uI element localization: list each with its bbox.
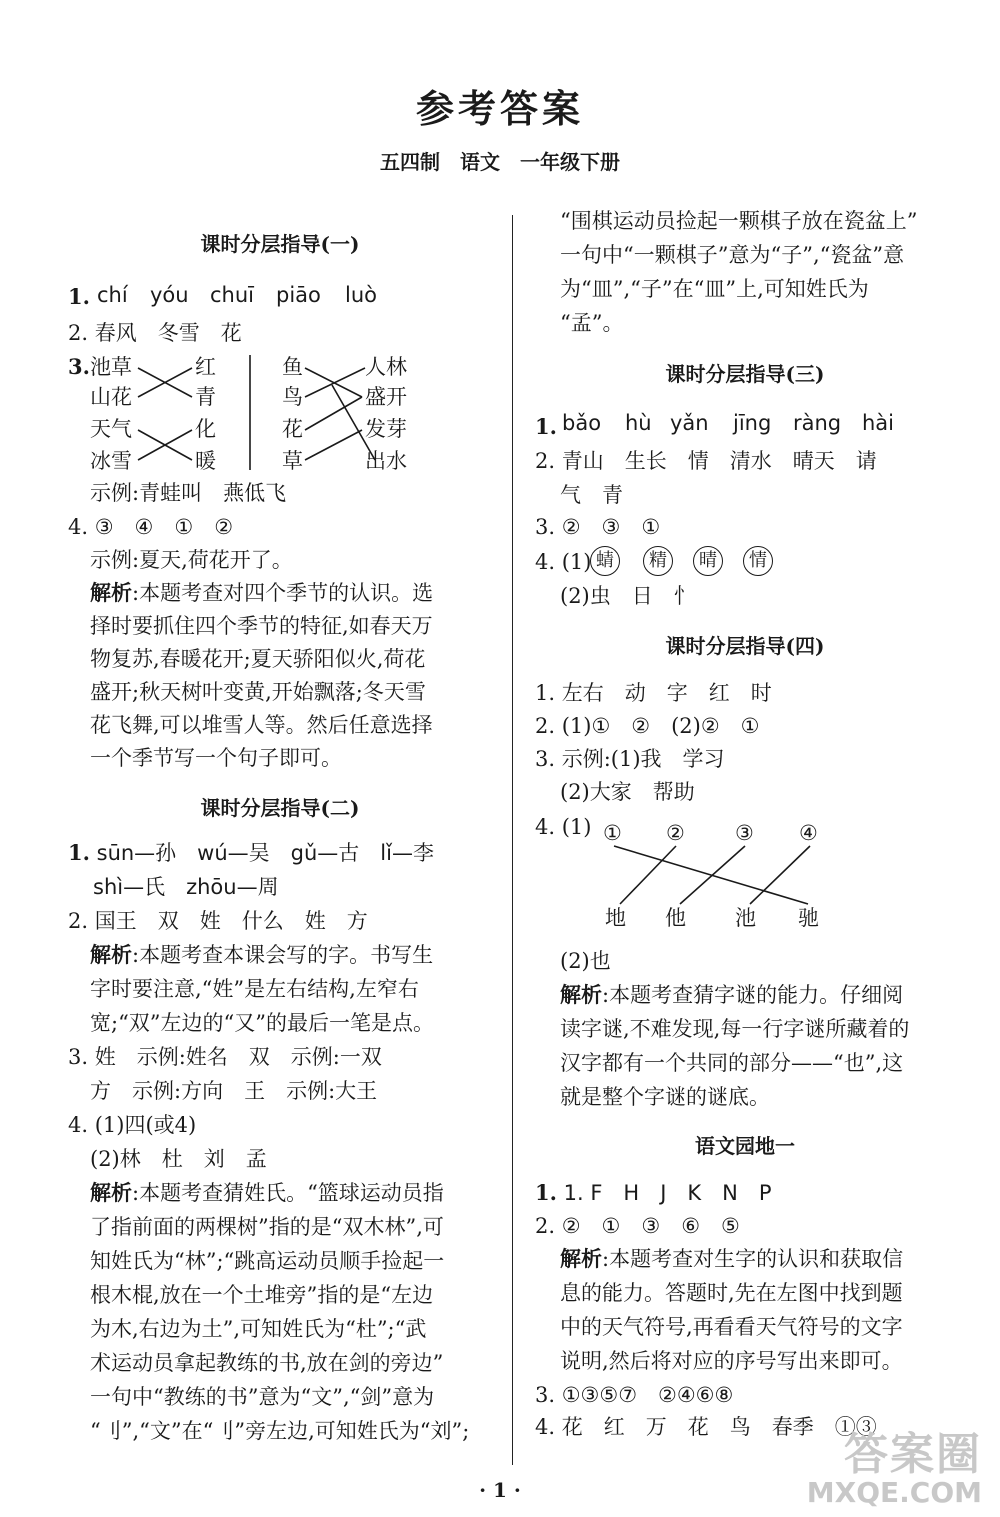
page-title: 参考答案 — [415, 86, 584, 131]
answer-line: 1. F H J K N P — [563, 1181, 772, 1205]
analysis-label: 解析 — [560, 982, 602, 1007]
analysis-text: :本题考查本课会写的字。书写生 — [132, 943, 434, 967]
pinyin-item: bǎo — [562, 411, 602, 435]
match-character: 池 — [735, 906, 756, 930]
pinyin-answer: sūn—孙 wú—吴 gǔ—古 lǐ—李 — [96, 841, 434, 865]
pinyin-item: chuī — [210, 283, 254, 307]
answer-line: 3. ①③⑤⑦ ②④⑥⑧ — [535, 1383, 734, 1407]
match-number: ④ — [799, 821, 818, 845]
analysis-text: 盛开;秋天树叶变黄,开始飘落;冬天雪 — [90, 680, 426, 704]
analysis-text: 中的天气符号,再看看天气符号的文字 — [560, 1315, 903, 1339]
answer-line: 示例:青蛙叫 燕低飞 — [90, 481, 287, 505]
pinyin-item: hù — [625, 411, 652, 435]
match-word: 青 — [195, 385, 216, 409]
section-heading: 课时分层指导(三) — [665, 362, 825, 386]
circled-character: 蜻 — [590, 546, 620, 576]
question-number: 1. — [535, 414, 557, 439]
match-word: 山花 — [90, 385, 132, 409]
answer-line: 气 青 — [560, 483, 623, 507]
answer-line: 示例:夏天,荷花开了。 — [90, 548, 293, 572]
page-subtitle: 五四制 语文 一年级下册 — [380, 150, 620, 174]
match-word: 鱼 — [282, 355, 303, 379]
pinyin-answer: shì—氏 zhōu—周 — [93, 875, 279, 899]
pinyin-item: luò — [345, 283, 377, 307]
match-character: 驰 — [798, 906, 819, 930]
analysis-label: 解析 — [90, 1180, 132, 1205]
analysis-label: 解析 — [90, 942, 132, 967]
analysis-text: “孟”。 — [560, 311, 624, 335]
match-word: 发芽 — [365, 417, 407, 441]
answer-line: 2. (1)① ② (2)② ① — [535, 714, 760, 738]
answer-line: 2. 春风 冬雪 花 — [68, 321, 242, 345]
analysis-label: 解析 — [90, 580, 132, 605]
answer-line: 4. (1) — [535, 815, 592, 839]
answer-line: (2)虫 日 忄 — [560, 584, 695, 608]
pinyin-item: chí — [97, 283, 128, 307]
analysis-text: :本题考查猜姓氏。“篮球运动员指 — [132, 1181, 444, 1205]
analysis-text: 一句中“教练的书”意为“文”,“剑”意为 — [90, 1385, 435, 1409]
answer-line: (2)林 杜 刘 孟 — [90, 1147, 267, 1171]
answer-line: 3. 示例:(1)我 学习 — [535, 747, 725, 771]
analysis-text: :本题考查对生字的认识和获取信 — [602, 1247, 904, 1271]
answer-line: 3. ② ③ ① — [535, 515, 661, 539]
match-word: 人林 — [365, 355, 407, 379]
answer-line: 4. ③ ④ ① ② — [68, 515, 234, 539]
analysis-text: 读字谜,不难发现,每一行字谜所藏着的 — [560, 1017, 910, 1041]
analysis-text: “刂”,“文”在“刂”旁左边,可知姓氏为“刘”; — [90, 1419, 470, 1443]
analysis-text: 物复苏,春暖花开;夏天骄阳似火,荷花 — [90, 647, 426, 671]
analysis-label: 解析 — [560, 1246, 602, 1271]
match-number: ③ — [735, 821, 754, 845]
analysis-text: 息的能力。答题时,先在左图中找到题 — [560, 1281, 903, 1305]
analysis-text: 汉字都有一个共同的部分——“也”,这 — [560, 1051, 904, 1075]
analysis-text: 了指前面的两棵树”指的是“双木林”,可 — [90, 1215, 444, 1239]
analysis-text: 一个季节写一个句子即可。 — [90, 746, 342, 770]
answer-line: 4. (1)四(或4) — [68, 1113, 197, 1137]
section-heading: 课时分层指导(二) — [200, 796, 360, 820]
match-word: 盛开 — [365, 385, 407, 409]
section-heading: 课时分层指导(一) — [200, 232, 360, 256]
answer-line: 2. 国王 双 姓 什么 姓 方 — [68, 909, 368, 933]
match-word: 天气 — [90, 417, 132, 441]
analysis-text: 为木,右边为土”,可知姓氏为“杜”;“武 — [90, 1317, 427, 1341]
pinyin-item: piāo — [276, 283, 321, 307]
answer-line: 2. ② ① ③ ⑥ ⑤ — [535, 1214, 740, 1238]
analysis-text: 花飞舞,可以堆雪人等。然后任意选择 — [90, 713, 433, 737]
answer-line: 4. 花 红 万 花 鸟 春季 ①③ — [535, 1415, 877, 1439]
analysis-text: 一句中“一颗棋子”意为“子”,“瓷盆”意 — [560, 243, 905, 267]
watermark-logo-text: 答案圈 — [844, 1429, 982, 1480]
section-heading: 语文园地一 — [695, 1134, 795, 1158]
analysis-text: “围棋运动员捡起一颗棋子放在瓷盆上” — [560, 209, 918, 233]
pinyin-item: ràng — [793, 411, 842, 435]
question-number: 1. — [68, 284, 90, 309]
circled-character: 晴 — [693, 546, 723, 576]
match-number: ① — [603, 821, 622, 845]
match-word: 化 — [195, 417, 216, 441]
pinyin-item: hài — [862, 411, 895, 435]
analysis-text: 根木棍,放在一个土堆旁”指的是“左边 — [90, 1283, 434, 1307]
page-number: · 1 · — [479, 1478, 521, 1502]
match-word: 出水 — [365, 449, 407, 473]
circled-character: 情 — [743, 546, 773, 576]
analysis-text: 择时要抓住四个季节的特征,如春天万 — [90, 614, 433, 638]
analysis-text: 就是整个字谜的谜底。 — [560, 1085, 770, 1109]
analysis-text: 术运动员拿起教练的书,放在剑的旁边” — [90, 1351, 444, 1375]
circled-character: 精 — [643, 546, 673, 576]
answer-line: 3. 姓 示例:姓名 双 示例:一双 — [68, 1045, 382, 1069]
answer-line: 1. 左右 动 字 红 时 — [535, 681, 772, 705]
answer-line: 4. (1) — [535, 550, 592, 574]
match-word: 池草 — [90, 355, 132, 379]
match-word: 花 — [282, 417, 303, 441]
answer-line: (2)也 — [560, 949, 611, 973]
match-word: 暖 — [195, 449, 216, 473]
pinyin-item: jīng — [733, 411, 772, 435]
section-heading: 课时分层指导(四) — [665, 634, 825, 658]
match-number: ② — [666, 821, 685, 845]
match-word: 红 — [195, 355, 216, 379]
answer-line: 2. 青山 生长 情 清水 晴天 请 — [535, 449, 877, 473]
analysis-text: 知姓氏为“林”;“跳高运动员顺手捡起一 — [90, 1249, 445, 1273]
analysis-text: :本题考查猜字谜的能力。仔细阅 — [602, 983, 904, 1007]
question-number: 3. — [68, 354, 90, 379]
analysis-text: 字时要注意,“姓”是左右结构,左窄右 — [90, 977, 419, 1001]
watermark — [807, 1418, 982, 1509]
answer-line: (2)大家 帮助 — [560, 780, 695, 804]
watermark-url: MXQE.COM — [806, 1476, 982, 1509]
match-word: 冰雪 — [90, 449, 132, 473]
analysis-text: 说明,然后将对应的序号写出来即可。 — [560, 1349, 903, 1373]
match-word: 草 — [282, 449, 303, 473]
analysis-text: 宽;“双”左边的“又”的最后一笔是点。 — [90, 1011, 435, 1035]
answer-line: 方 示例:方向 王 示例:大王 — [90, 1079, 378, 1103]
pinyin-item: yǎn — [670, 411, 709, 435]
analysis-text: 为“皿”,“子”在“皿”上,可知姓氏为 — [560, 277, 869, 301]
match-character: 地 — [605, 906, 626, 930]
match-word: 鸟 — [282, 385, 303, 409]
match-character: 他 — [665, 906, 686, 930]
pinyin-item: yóu — [150, 283, 189, 307]
analysis-text: :本题考查对四个季节的认识。选 — [132, 581, 434, 605]
